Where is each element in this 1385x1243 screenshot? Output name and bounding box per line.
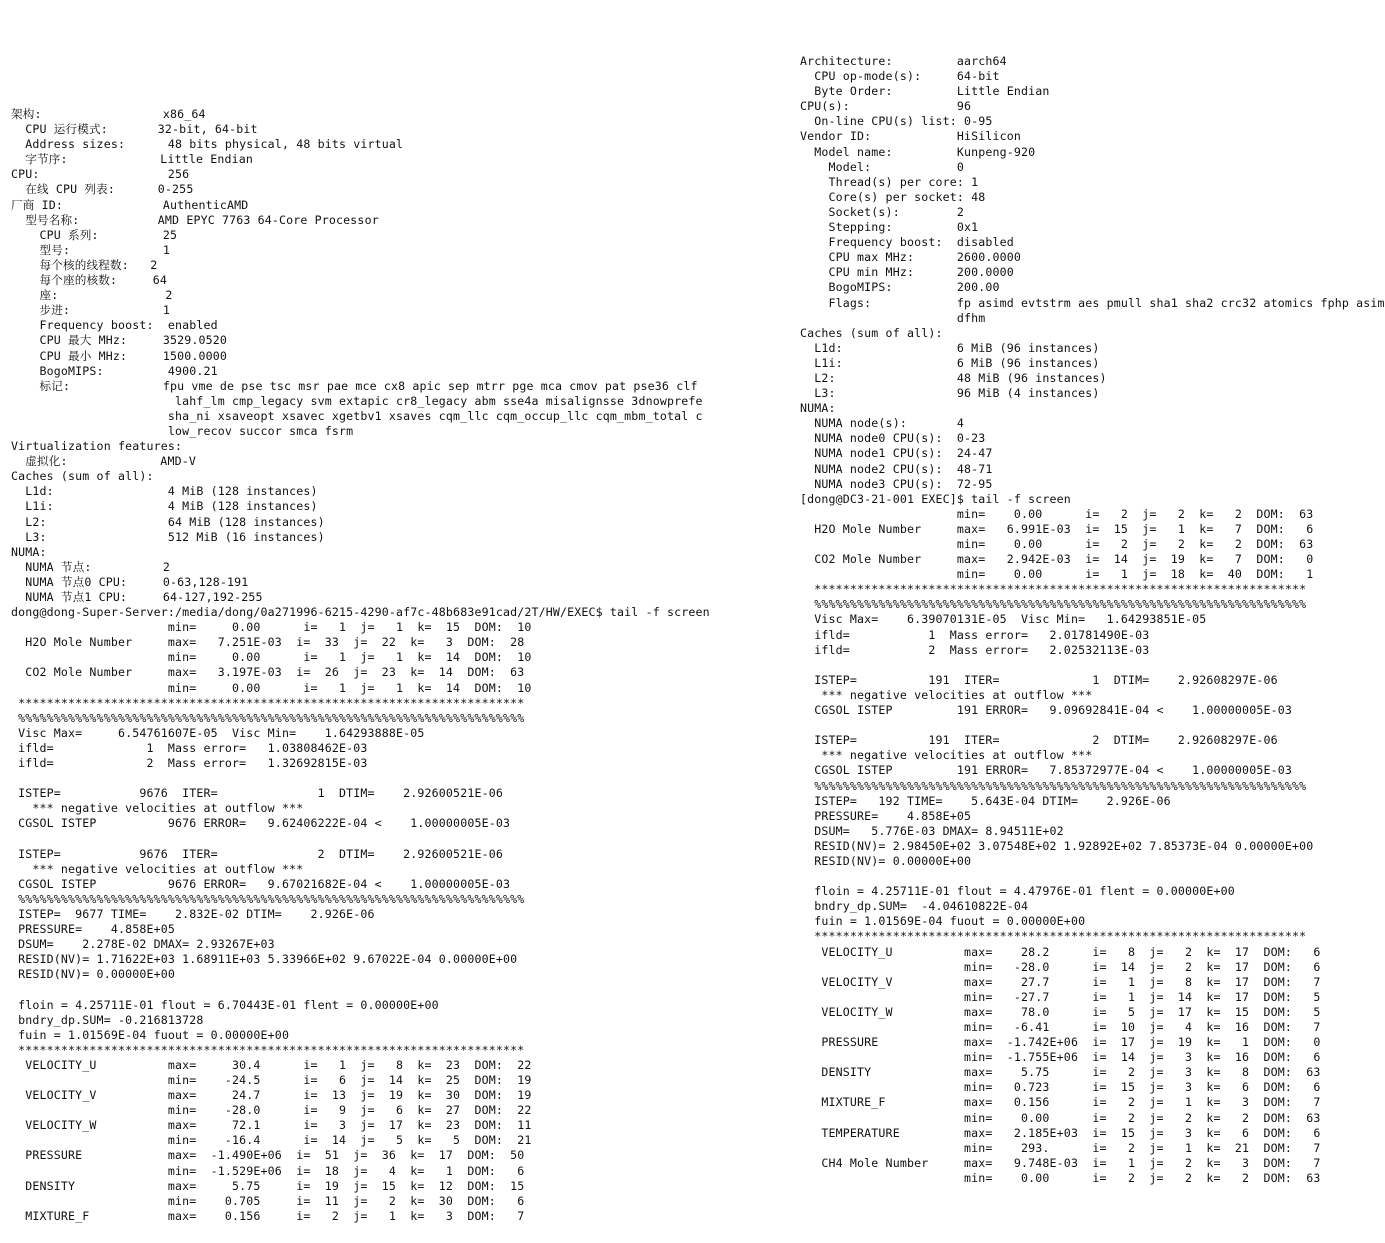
terminal-line: L3: 512 MiB (16 instances) [11,529,325,544]
terminal-line: floin = 4.25711E-01 flout = 6.70443E-01 flent = 0.00000E+00 [11,997,439,1012]
terminal-line: Socket(s): 2 [800,204,964,219]
terminal-line: CPU 系列: 25 [11,227,178,242]
terminal-line: min= 0.00 i= 2 j= 2 k= 2 DOM: 63 [800,537,1314,551]
terminal-line: floin = 4.25711E-01 flout = 4.47976E-01 flent = 0.00000E+00 [800,884,1235,899]
terminal-line: VELOCITY_U max= 28.2 i= 8 j= 2 k= 17 DOM: 6 [800,944,1321,959]
terminal-line: low_recov succor smca fsrm [11,423,354,438]
terminal-line: fuin = 1.01569E-04 fuout = 0.00000E+00 [800,914,1086,929]
terminal-line: min= 0.00 i= 1 j= 18 k= 40 DOM: 1 [800,567,1314,582]
terminal-line: ISTEP= 9677 TIME= 2.832E-02 DTIM= 2.926E-06 [11,906,375,921]
terminal-line: DSUM= 2.278E-02 DMAX= 2.93267E+03 [11,937,275,952]
terminal-line: CPU 最大 MHz: 3529.0520 [11,333,227,348]
terminal-line: *** negative velocities at outflow *** [800,748,1093,763]
terminal-line [797,718,1382,733]
terminal-line: CH4 Mole Number max= 9.748E-03 i= 1 j= 2 k= 3 DOM: 7 [800,1155,1321,1170]
terminal-line: lahf_lm cmp_legacy svm extapic cr8_legacy abm sse4a misalignsse 3dnowprefe [11,393,703,408]
terminal-line: fuin = 1.01569E-04 fuout = 0.00000E+00 [11,1027,290,1042]
terminal-line: VELOCITY_V max= 24.7 i= 13 j= 19 k= 30 DOM: 19 [11,1088,532,1103]
terminal-line [797,869,1382,884]
terminal-line: VELOCITY_U max= 30.4 i= 1 j= 8 k= 23 DOM: 22 [11,1057,532,1072]
terminal-line: min= -16.4 i= 14 j= 5 k= 5 DOM: 21 [11,1133,532,1148]
terminal-line: *** negative velocities at outflow *** [800,687,1093,702]
terminal-line: CPU(s): 96 [800,99,972,114]
terminal-line: min= -1.755E+06 i= 14 j= 3 k= 16 DOM: 6 [800,1050,1321,1065]
terminal-line: NUMA 节点1 CPU: 64-127,192-255 [11,590,263,604]
terminal-line: L1i: 6 MiB (96 instances) [800,355,1100,370]
terminal-line: ifld= 1 Mass error= 1.03808462E-03 [11,740,368,755]
terminal-line: min= -28.0 i= 9 j= 6 k= 27 DOM: 22 [11,1103,532,1118]
terminal-line: ISTEP= 191 ITER= 1 DTIM= 2.92608297E-06 [800,672,1278,687]
terminal-line: Core(s) per socket: 48 [800,189,986,204]
terminal-line: NUMA node1 CPU(s): 24-47 [800,446,993,461]
terminal-line: H2O Mole Number max= 6.991E-03 i= 15 j= 1 k= 7 DOM: 6 [800,521,1314,536]
terminal-line: 步进: 1 [11,303,170,318]
terminal-line: min= 0.00 i= 2 j= 2 k= 2 DOM: 63 [800,1110,1321,1125]
terminal-line: Frequency boost: disabled [800,235,1014,250]
terminal-line: VELOCITY_W max= 72.1 i= 3 j= 17 k= 23 DOM: 11 [11,1118,532,1133]
terminal-line: 座: 2 [11,288,173,303]
terminal-line: %%%%%%%%%%%%%%%%%%%%%%%%%%%%%%%%%%%%%%%%%%%%%%%%%%%%%%%%%%%%%%%%%%%%%%% [11,891,525,906]
terminal-line: CGSOL ISTEP 191 ERROR= 7.85372977E-04 < 1.00000005E-03 [800,763,1292,778]
terminal-line: PRESSURE max= -1.742E+06 i= 17 j= 19 k= 1 DOM: 0 [800,1035,1321,1050]
terminal-line: L1d: 6 MiB (96 instances) [800,340,1100,355]
terminal-line: dfhm [800,310,986,325]
terminal-line: bndry_dp.SUM= -4.04610822E-04 [800,899,1029,914]
terminal-line: CPU min MHz: 200.0000 [800,265,1014,280]
terminal-line [0,832,800,847]
terminal-line: Byte Order: Little Endian [800,84,1050,99]
terminal-lines [0,107,800,1224]
terminal-line: 型号名称: AMD EPYC 7763 64-Core Processor [11,212,379,227]
terminal-line: 字节序: Little Endian [11,152,254,167]
terminal-line: Caches (sum of all): [800,325,943,340]
terminal-line: Architecture: aarch64 [800,54,1007,68]
terminal-line: Model: 0 [800,159,964,174]
terminal-line: L2: 64 MiB (128 instances) [11,514,325,529]
terminal-line: ********************************************************************* [800,929,1307,944]
terminal-line: min= 0.723 i= 15 j= 3 k= 6 DOM: 6 [800,1080,1321,1095]
terminal-line: CGSOL ISTEP 191 ERROR= 9.09692841E-04 < 1.00000005E-03 [800,703,1292,718]
terminal-line: VELOCITY_V max= 27.7 i= 1 j= 8 k= 17 DOM: 7 [800,974,1321,989]
terminal-line: CGSOL ISTEP 9676 ERROR= 9.67021682E-04 < 1.00000005E-03 [11,876,511,891]
terminal-line: 厂商 ID: AuthenticAMD [11,197,249,212]
terminal-line: TEMPERATURE max= 2.185E+03 i= 15 j= 3 k= 6 DOM: 6 [800,1125,1321,1140]
terminal-line: Stepping: 0x1 [800,220,979,235]
terminal-line: ifld= 2 Mass error= 1.32692815E-03 [11,756,368,771]
terminal-line: NUMA 节点0 CPU: 0-63,128-191 [11,574,249,589]
terminal-line: CPU: 256 [11,167,190,182]
terminal-line: %%%%%%%%%%%%%%%%%%%%%%%%%%%%%%%%%%%%%%%%%%%%%%%%%%%%%%%%%%%%%%%%%%%%% [800,778,1307,793]
terminal-line: Flags: fp asimd evtstrm aes pmull sha1 sha2 crc32 atomics fphp asim [800,295,1385,310]
terminal-line: %%%%%%%%%%%%%%%%%%%%%%%%%%%%%%%%%%%%%%%%%%%%%%%%%%%%%%%%%%%%%%%%%%%%% [800,597,1307,612]
terminal-line: MIXTURE_F max= 0.156 i= 2 j= 1 k= 3 DOM: 7 [800,1095,1321,1110]
terminal-line: NUMA node0 CPU(s): 0-23 [800,431,986,446]
terminal-line: DENSITY max= 5.75 i= 19 j= 15 k= 12 DOM: 15 [11,1178,525,1193]
terminal-line: PRESSURE max= -1.490E+06 i= 51 j= 36 k= 17 DOM: 50 [11,1148,525,1163]
terminal-line: min= -24.5 i= 6 j= 14 k= 25 DOM: 19 [11,1073,532,1087]
terminal-line: Caches (sum of all): [11,469,154,484]
terminal-line: CGSOL ISTEP 9676 ERROR= 9.62406222E-04 < 1.00000005E-03 [11,816,511,831]
terminal-line: 虚拟化: AMD-V [11,454,196,469]
terminal-line: ifld= 2 Mass error= 2.02532113E-03 [800,642,1150,657]
terminal-line: 标记: fpu vme de pse tsc msr pae mce cx8 apic sep mtrr pge mca cmov pat pse36 clf [11,378,698,393]
terminal-line: L1i: 4 MiB (128 instances) [11,499,318,514]
terminal-line: 架构: x86_64 [11,107,206,121]
terminal-line: L1d: 4 MiB (128 instances) [11,484,318,499]
terminal-line: min= -28.0 i= 14 j= 2 k= 17 DOM: 6 [800,959,1321,974]
terminal-line: Vendor ID: HiSilicon [800,129,1022,144]
terminal-line: min= 0.705 i= 11 j= 2 k= 30 DOM: 6 [11,1193,525,1208]
terminal-line: 在线 CPU 列表: 0-255 [11,182,194,197]
terminal-line: RESID(NV)= 0.00000E+00 [11,967,175,982]
terminal-line: bndry_dp.SUM= -0.216813728 [11,1012,204,1027]
terminal-line: 型号: 1 [11,242,170,257]
terminal-line: RESID(NV)= 1.71622E+03 1.68911E+03 5.33966E+02 9.67022E-04 0.00000E+00 [11,952,518,967]
terminal-line: 每个核的线程数: 2 [11,257,158,272]
terminal-line: ********************************************************************* [800,582,1307,597]
terminal-line: NUMA node2 CPU(s): 48-71 [800,461,993,476]
terminal-line: RESID(NV)= 0.00000E+00 [800,853,972,868]
terminal-line: min= -27.7 i= 1 j= 14 k= 17 DOM: 5 [800,989,1321,1004]
terminal-line: CO2 Mole Number max= 3.197E-03 i= 26 j= 23 k= 14 DOM: 63 [11,665,525,680]
terminal-line: sha_ni xsaveopt xsavec xgetbv1 xsaves cqm_llc cqm_occup_llc cqm_mbm_total c [11,408,703,423]
terminal-line [0,982,800,997]
terminal-line: H2O Mole Number max= 7.251E-03 i= 33 j= 22 k= 3 DOM: 28 [11,635,525,650]
terminal-line: CPU 最小 MHz: 1500.0000 [11,348,227,363]
terminal-line: ifld= 1 Mass error= 2.01781490E-03 [800,627,1150,642]
terminal-line: Virtualization features: [11,439,183,454]
terminal-line: DENSITY max= 5.75 i= 2 j= 3 k= 8 DOM: 63 [800,1065,1321,1080]
terminal-line: CPU op-mode(s): 64-bit [800,69,1000,84]
terminal-line: On-line CPU(s) list: 0-95 [800,114,993,129]
terminal-line: min= 0.00 i= 1 j= 1 k= 14 DOM: 10 [11,650,532,665]
terminal-line: min= 0.00 i= 2 j= 2 k= 2 DOM: 63 [800,506,1314,521]
terminal-lines [797,54,1385,1186]
terminal-line: NUMA node3 CPU(s): 72-95 [800,476,993,491]
terminal-line: ISTEP= 9676 ITER= 2 DTIM= 2.92600521E-06 [11,846,503,861]
terminal-line: ISTEP= 192 TIME= 5.643E-04 DTIM= 2.926E-06 [800,793,1171,808]
terminal-line: Frequency boost: enabled [11,318,218,333]
terminal-line [797,658,1382,673]
terminal-line: CPU 运行模式: 32-bit, 64-bit [11,122,258,137]
terminal-line: DSUM= 5.776E-03 DMAX= 8.94511E+02 [800,823,1064,838]
terminal-line: ISTEP= 9676 ITER= 1 DTIM= 2.92600521E-06 [11,786,503,801]
terminal-line: MIXTURE_F max= 0.156 i= 2 j= 1 k= 3 DOM: 7 [11,1208,525,1223]
terminal-line: L3: 96 MiB (4 instances) [800,386,1100,401]
terminal-line: PRESSURE= 4.858E+05 [800,808,972,823]
terminal-line: *********************************************************************** [11,695,525,710]
terminal-line: RESID(NV)= 2.98450E+02 3.07548E+02 1.92892E+02 7.85373E-04 0.00000E+00 [800,838,1314,853]
terminal-line: NUMA node(s): 4 [800,416,964,431]
terminal-line: *** negative velocities at outflow *** [11,861,304,876]
terminal-line: Thread(s) per core: 1 [800,174,979,189]
terminal-line: dong@dong-Super-Server:/media/dong/0a271996-6215-4290-af7c-48b683e91cad/2T/HW/EXEC$ tail -f screen [11,605,710,620]
terminal-line: 每个座的核数: 64 [11,273,168,288]
terminal-line: Address sizes: 48 bits physical, 48 bits virtual [11,137,404,152]
terminal-line: *********************************************************************** [11,1042,525,1057]
terminal-line: BogoMIPS: 4900.21 [11,363,218,378]
terminal-line: [dong@DC3-21-001 EXEC]$ tail -f screen [800,491,1071,506]
terminal-output-aarch64[interactable] [797,0,1385,1204]
terminal-line: BogoMIPS: 200.00 [800,280,1000,295]
terminal-line: *** negative velocities at outflow *** [11,801,304,816]
terminal-line [0,771,800,786]
terminal-line: %%%%%%%%%%%%%%%%%%%%%%%%%%%%%%%%%%%%%%%%%%%%%%%%%%%%%%%%%%%%%%%%%%%%%%% [11,710,525,725]
terminal-line: L2: 48 MiB (96 instances) [800,370,1107,385]
terminal-line: min= 293. i= 2 j= 1 k= 21 DOM: 7 [800,1140,1321,1155]
terminal-line: PRESSURE= 4.858E+05 [11,922,175,937]
terminal-line: NUMA: [800,401,836,416]
terminal-line: Model name: Kunpeng-920 [800,144,1036,159]
terminal-line: min= -1.529E+06 i= 18 j= 4 k= 1 DOM: 6 [11,1163,525,1178]
terminal-line: min= 0.00 i= 1 j= 1 k= 15 DOM: 10 [11,620,532,635]
terminal-line: CO2 Mole Number max= 2.942E-03 i= 14 j= 19 k= 7 DOM: 0 [800,552,1314,567]
terminal-line: NUMA: [11,544,47,559]
terminal-line: min= 0.00 i= 1 j= 1 k= 14 DOM: 10 [11,680,532,695]
terminal-line: Visc Max= 6.54761607E-05 Visc Min= 1.64293888E-05 [11,725,425,740]
terminal-line: ISTEP= 191 ITER= 2 DTIM= 2.92608297E-06 [800,733,1278,748]
terminal-line: min= -6.41 i= 10 j= 4 k= 16 DOM: 7 [800,1020,1321,1034]
terminal-line: NUMA 节点: 2 [11,559,170,574]
terminal-line: CPU max MHz: 2600.0000 [800,250,1022,265]
terminal-line: Visc Max= 6.39070131E-05 Visc Min= 1.64293851E-05 [800,612,1207,627]
terminal-line: min= 0.00 i= 2 j= 2 k= 2 DOM: 63 [800,1170,1321,1185]
terminal-line: VELOCITY_W max= 78.0 i= 5 j= 17 k= 15 DOM: 5 [800,1004,1321,1019]
